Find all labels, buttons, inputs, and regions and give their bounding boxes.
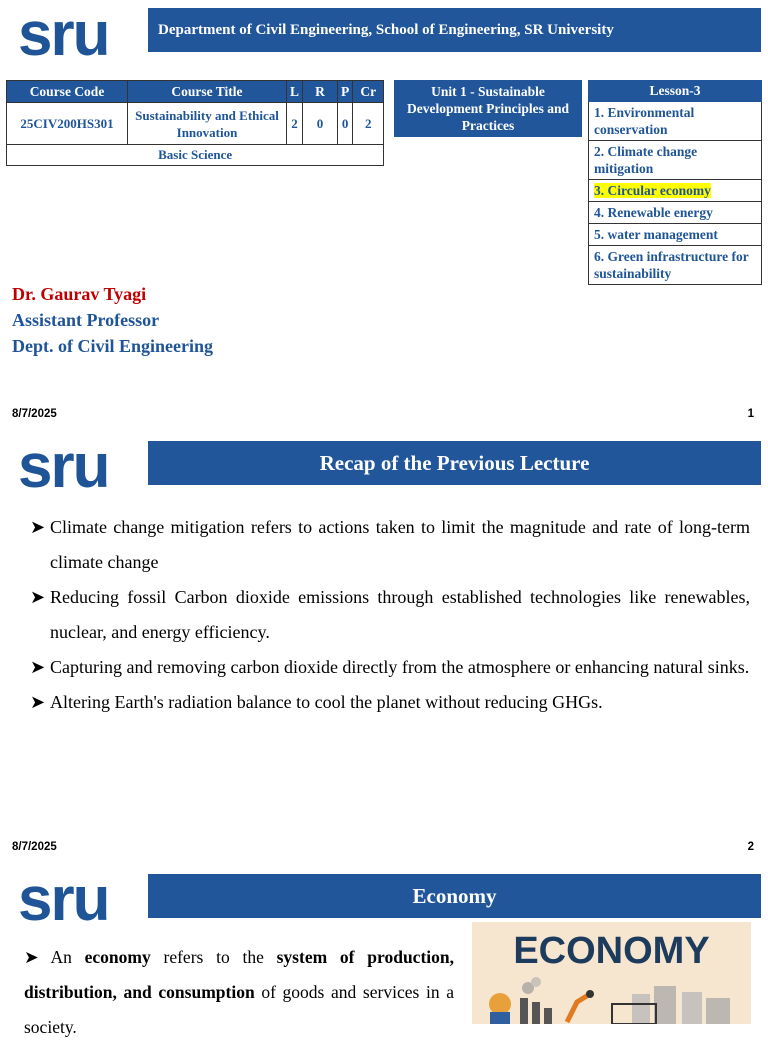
th-r: R (303, 81, 338, 103)
lesson-item: 6. Green infrastructure for sustainability (588, 246, 762, 285)
arrow-bullet-icon: ➤ (30, 692, 46, 712)
slide-title: Recap of the Previous Lecture (148, 441, 761, 485)
th-course-title: Course Title (128, 81, 287, 103)
th-cr: Cr (353, 81, 384, 103)
lesson-item: 5. water management (588, 224, 762, 246)
lesson-item: 1. Environmental conservation (588, 102, 762, 141)
cr-value: 2 (353, 103, 384, 145)
th-p: P (338, 81, 353, 103)
course-table (6, 80, 384, 166)
economy-illustration (472, 922, 751, 1024)
course-category: Basic Science (7, 145, 384, 166)
sru-logo: sru (18, 0, 109, 69)
slide-number: 1 (747, 408, 754, 420)
l-value: 2 (287, 103, 303, 145)
unit-box: Unit 1 - Sustainable Development Principles and Practices (394, 80, 582, 137)
author-name: Dr. Gaurav Tyagi (12, 284, 147, 304)
author-dept: Dept. of Civil Engineering (12, 336, 213, 356)
slide-date: 8/7/2025 (12, 408, 57, 420)
th-l: L (287, 81, 303, 103)
sru-logo: sru (18, 432, 109, 501)
economy-image-title: ECONOMY (513, 930, 710, 972)
department-header: Department of Civil Engineering, School of Engineering, SR University (148, 8, 761, 52)
course-code: 25CIV200HS301 (7, 103, 128, 145)
economy-definition: ➤ An economy refers to the system of production, distribution, and consumption of goods and services in a society. (24, 947, 454, 1037)
author-role: Assistant Professor (12, 310, 160, 330)
th-course-code: Course Code (7, 81, 128, 103)
p-value: 0 (338, 103, 353, 145)
r-value: 0 (303, 103, 338, 145)
bullet-item: ➤ Altering Earth's radiation balance to cool the planet without reducing GHGs. (30, 685, 750, 720)
bullet-item: ➤ Capturing and removing carbon dioxide directly from the atmosphere or enhancing natural sinks. (30, 650, 750, 685)
recap-bullets (30, 510, 750, 720)
arrow-bullet-icon: ➤ (30, 657, 46, 677)
lesson-item: 4. Renewable energy (588, 202, 762, 224)
lesson-list (588, 80, 762, 285)
lesson-item: 2. Climate change mitigation (588, 141, 762, 180)
arrow-bullet-icon: ➤ (24, 947, 51, 967)
bullet-item: ➤ Climate change mitigation refers to actions taken to limit the magnitude and rate of long-term climate change (30, 510, 750, 580)
lesson-item-current (588, 180, 762, 202)
economy-scene-icon (472, 922, 751, 1024)
lesson-title: Lesson-3 (588, 80, 762, 102)
arrow-bullet-icon: ➤ (30, 517, 46, 537)
lesson-item-highlighted: 3. Circular economy (594, 183, 711, 198)
arrow-bullet-icon: ➤ (30, 587, 46, 607)
slide-date: 8/7/2025 (12, 841, 57, 853)
slide-number: 2 (747, 841, 754, 853)
sru-logo: sru (18, 865, 109, 934)
slide-title: Economy (148, 874, 761, 918)
course-title: Sustainability and Ethical Innovation (128, 103, 287, 145)
bullet-item: ➤ Reducing fossil Carbon dioxide emissions through established technologies like renewables, nuclear, and energy efficiency. (30, 580, 750, 650)
